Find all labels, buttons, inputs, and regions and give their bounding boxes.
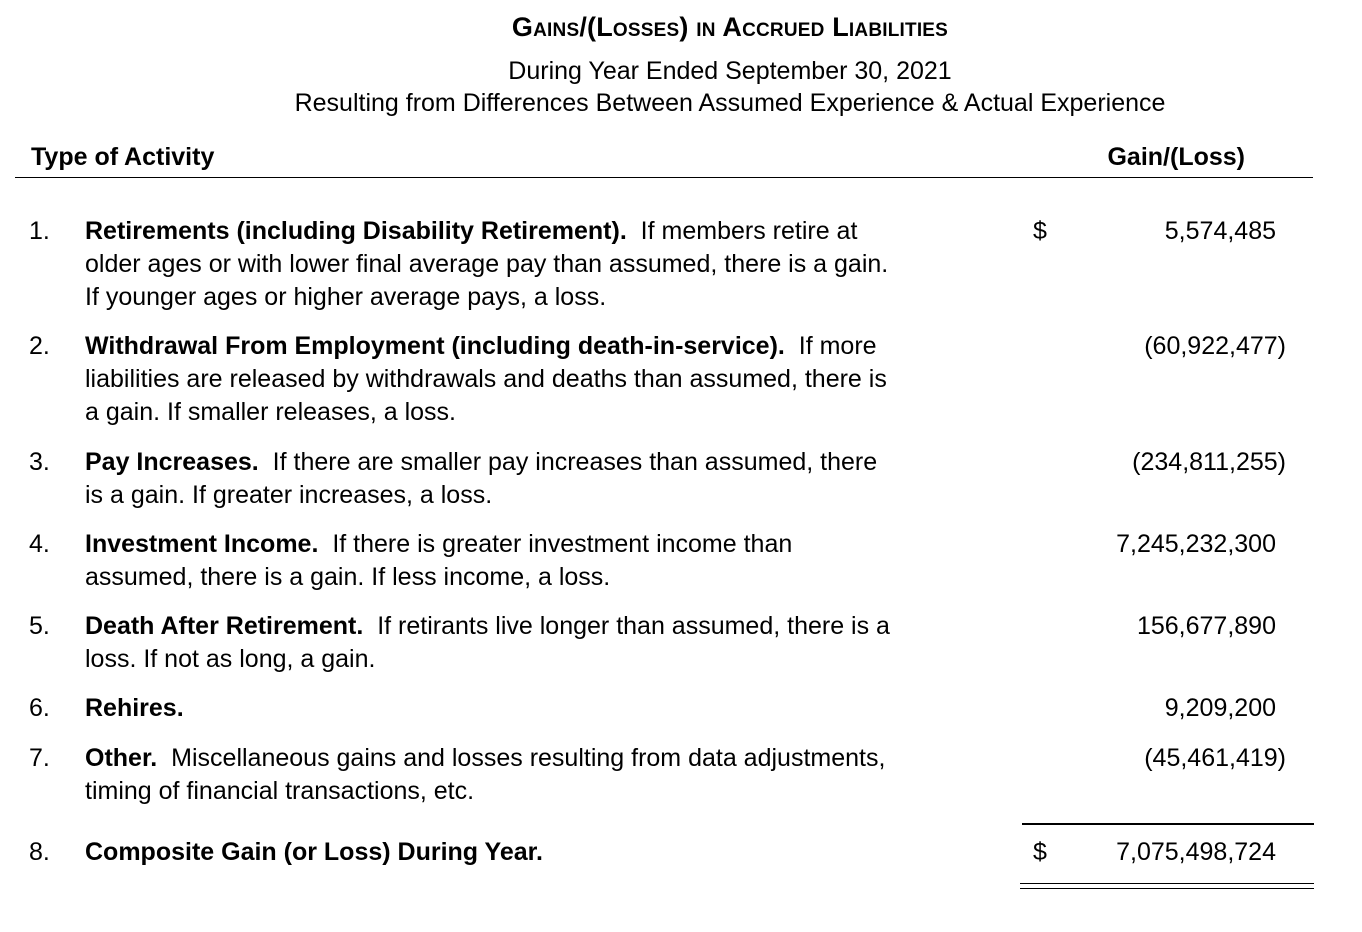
row-amount: (234,811,255) bbox=[1132, 448, 1286, 476]
row-description bbox=[85, 692, 1025, 725]
row-heading: Rehires. bbox=[85, 694, 184, 722]
row-heading: Other. bbox=[85, 744, 158, 772]
row-number: 7. bbox=[29, 744, 50, 772]
row-text-line: loss. If not as long, a gain. bbox=[85, 645, 376, 673]
row-amount: 156,677,890 bbox=[1136, 612, 1276, 640]
row-description bbox=[85, 836, 1025, 869]
row-heading: Pay Increases. bbox=[85, 448, 259, 476]
row-text-line: If younger ages or higher average pays, a loss. bbox=[85, 283, 607, 311]
row-amount: 7,245,232,300 bbox=[1116, 530, 1276, 558]
row-description bbox=[85, 330, 1025, 429]
double-underline-rule bbox=[1020, 888, 1314, 889]
row-text-line: If there is greater investment income than bbox=[332, 530, 793, 558]
header-rule bbox=[15, 177, 1313, 178]
row-heading: Death After Retirement. bbox=[85, 612, 364, 640]
row-number: 8. bbox=[29, 838, 50, 866]
row-text-line: timing of financial transactions, etc. bbox=[85, 777, 475, 805]
row-amount: 5,574,485 bbox=[1164, 217, 1276, 245]
double-underline-rule bbox=[1020, 883, 1314, 884]
row-text-line: assumed, there is a gain. If less income, a loss. bbox=[85, 563, 611, 591]
row-text-line: liabilities are released by withdrawals and deaths than assumed, there is bbox=[85, 365, 887, 393]
row-number: 4. bbox=[29, 530, 50, 558]
row-number: 1. bbox=[29, 217, 50, 245]
total-rule bbox=[1022, 823, 1314, 825]
row-description bbox=[85, 446, 1025, 512]
row-description bbox=[85, 610, 1025, 676]
row-text-line: If there are smaller pay increases than assumed, there bbox=[272, 448, 878, 476]
row-text-line: If more bbox=[798, 332, 877, 360]
row-number: 5. bbox=[29, 612, 50, 640]
row-heading: Retirements (including Disability Retirement). bbox=[85, 217, 627, 245]
row-text-line: Miscellaneous gains and losses resulting from data adjustments, bbox=[171, 744, 886, 772]
row-number: 3. bbox=[29, 448, 50, 476]
subtitle-period: During Year Ended September 30, 2021 bbox=[508, 57, 952, 85]
row-text-line: is a gain. If greater increases, a loss. bbox=[85, 481, 493, 509]
row-text-line: older ages or with lower final average pay than assumed, there is a gain. bbox=[85, 250, 889, 278]
row-number: 2. bbox=[29, 332, 50, 360]
column-header-activity: Type of Activity bbox=[31, 143, 215, 171]
row-description bbox=[85, 215, 1025, 314]
row-description bbox=[85, 528, 1025, 594]
page-title: Gains/(Losses) in Accrued Liabilities bbox=[511, 12, 949, 42]
row-heading: Withdrawal From Employment (including death-in-service). bbox=[85, 332, 785, 360]
row-amount: (45,461,419) bbox=[1144, 744, 1286, 772]
row-number: 6. bbox=[29, 694, 50, 722]
row-amount: (60,922,477) bbox=[1144, 332, 1286, 360]
row-text-line: a gain. If smaller releases, a loss. bbox=[85, 398, 456, 426]
row-amount: 9,209,200 bbox=[1164, 694, 1276, 722]
currency-symbol: $ bbox=[1033, 217, 1047, 245]
subtitle-description: Resulting from Differences Between Assumed Experience & Actual Experience bbox=[294, 89, 1166, 117]
column-header-gain-loss: Gain/(Loss) bbox=[1107, 143, 1245, 171]
row-text-line: If retirants live longer than assumed, there is a bbox=[377, 612, 890, 640]
total-amount: 7,075,498,724 bbox=[1116, 838, 1276, 866]
row-heading: Composite Gain (or Loss) During Year. bbox=[85, 838, 543, 866]
currency-symbol: $ bbox=[1033, 838, 1047, 866]
row-text-line: If members retire at bbox=[640, 217, 858, 245]
row-heading: Investment Income. bbox=[85, 530, 319, 558]
row-description bbox=[85, 742, 1025, 808]
